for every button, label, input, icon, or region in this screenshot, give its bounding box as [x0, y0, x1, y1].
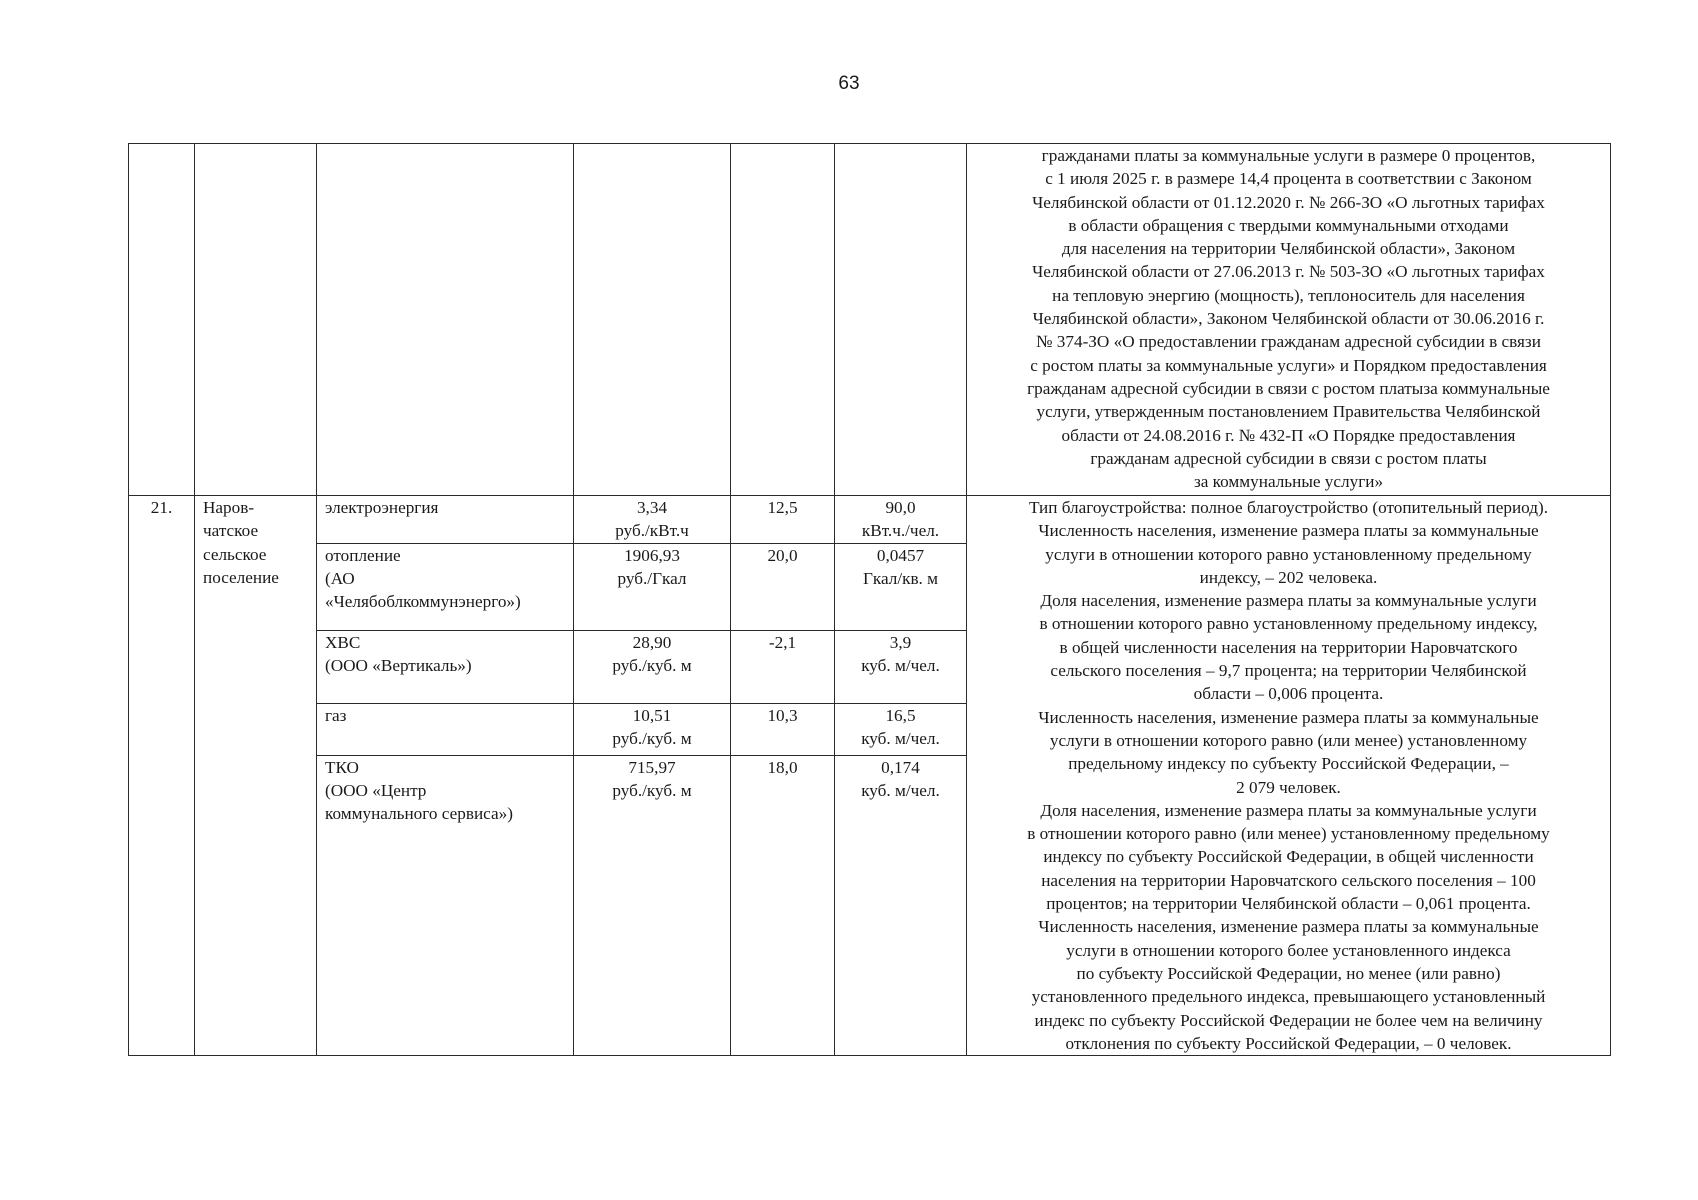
cell-empty-tariff — [574, 144, 731, 496]
service-volume: 90,0 кВт.ч./чел. — [835, 496, 967, 544]
service-change: 18,0 — [731, 755, 835, 1055]
cell-empty-municipality — [195, 144, 317, 496]
service-tariff: 28,90 руб./куб. м — [574, 630, 731, 703]
service-change: -2,1 — [731, 630, 835, 703]
row-number: 21. — [129, 496, 195, 1056]
service-volume: 3,9 куб. м/чел. — [835, 630, 967, 703]
service-tariff: 1906,93 руб./Гкал — [574, 543, 731, 630]
service-name: газ — [317, 703, 574, 755]
page-number: 63 — [838, 73, 860, 94]
service-tariff: 715,97 руб./куб. м — [574, 755, 731, 1055]
table-row-continuation — [129, 144, 1611, 496]
service-change: 20,0 — [731, 543, 835, 630]
service-name: ХВС (ООО «Вертикаль») — [317, 630, 574, 703]
service-volume: 0,174 куб. м/чел. — [835, 755, 967, 1055]
service-tariff: 3,34 руб./кВт.ч — [574, 496, 731, 544]
cell-empty-service — [317, 144, 574, 496]
cell-empty-volume — [835, 144, 967, 496]
service-change: 12,5 — [731, 496, 835, 544]
cell-empty-number — [129, 144, 195, 496]
service-tariff: 10,51 руб./куб. м — [574, 703, 731, 755]
service-name: отопление (АО «Челябоблкоммунэнерго») — [317, 543, 574, 630]
cell-empty-change — [731, 144, 835, 496]
service-name: электроэнергия — [317, 496, 574, 544]
table-row — [129, 496, 1611, 544]
service-volume: 0,0457 Гкал/кв. м — [835, 543, 967, 630]
tariff-table — [128, 143, 1611, 1056]
service-name: ТКО (ООО «Центр коммунального сервиса») — [317, 755, 574, 1055]
note-continuation: гражданами платы за коммунальные услуги в размере 0 процентов, с 1 июля 2025 г. в размере 14,4 процента в соответствии с Законом Челябинской области от 01.12.2020 г. № 266-ЗО «О льготных тарифах в области обращения с твердыми коммунальными отходами для населения на территории Челябинской области», Законом Челябинской области от 27.06.2013 г. № 503-ЗО «О льготных тарифах на тепловую энергию (мощность), теплоноситель для населения Челябинской области», Законом Челябинской области от 30.06.2016 г. № 374-ЗО «О предоставлении гражданам адресной субсидии в связи с ростом платы за коммунальные услуги» и Порядком предоставления гражданам адресной субсидии в связи с ростом платыза коммунальные услуги, утвержденным постановлением Правительства Челябинской области от 24.08.2016 г. № 432-П «О Порядке предоставления гражданам адресной субсидии в связи с ростом платы за коммунальные услуги» — [967, 144, 1611, 496]
municipality-name: Наров- чатское сельское поселение — [195, 496, 317, 1056]
note-row21: Тип благоустройства: полное благоустройство (отопительный период). Численность населения, изменение размера платы за коммунальные услуги в отношении которого равно установленному предельному индексу, – 202 человека. Доля населения, изменение размера платы за коммунальные услуги в отношении которого равно установленному предельному индексу, в общей численности населения на территории Наровчатского сельского поселения – 9,7 процента; на территории Челябинской области – 0,006 процента. Численность населения, изменение размера платы за коммунальные услуги в отношении которого равно (или менее) установленному предельному индексу по субъекту Российской Федерации, – 2 079 человек. Доля населения, изменение размера платы за коммунальные услуги в отношении которого равно (или менее) установленному предельному индексу по субъекту Российской Федерации, в общей численности населения на территории Наровчатского сельского поселения – 100 процентов; на территории Челябинской области – 0,061 процента. Численность населения, изменение размера платы за коммунальные услуги в отношении которого более установленного индекса по субъекту Российской Федерации, но менее (или равно) установленного предельного индекса, превышающего установленный индекс по субъекту Российской Федерации не более чем на величину отклонения по субъекту Российской Федерации, – 0 человек. — [967, 496, 1611, 1056]
service-volume: 16,5 куб. м/чел. — [835, 703, 967, 755]
service-change: 10,3 — [731, 703, 835, 755]
